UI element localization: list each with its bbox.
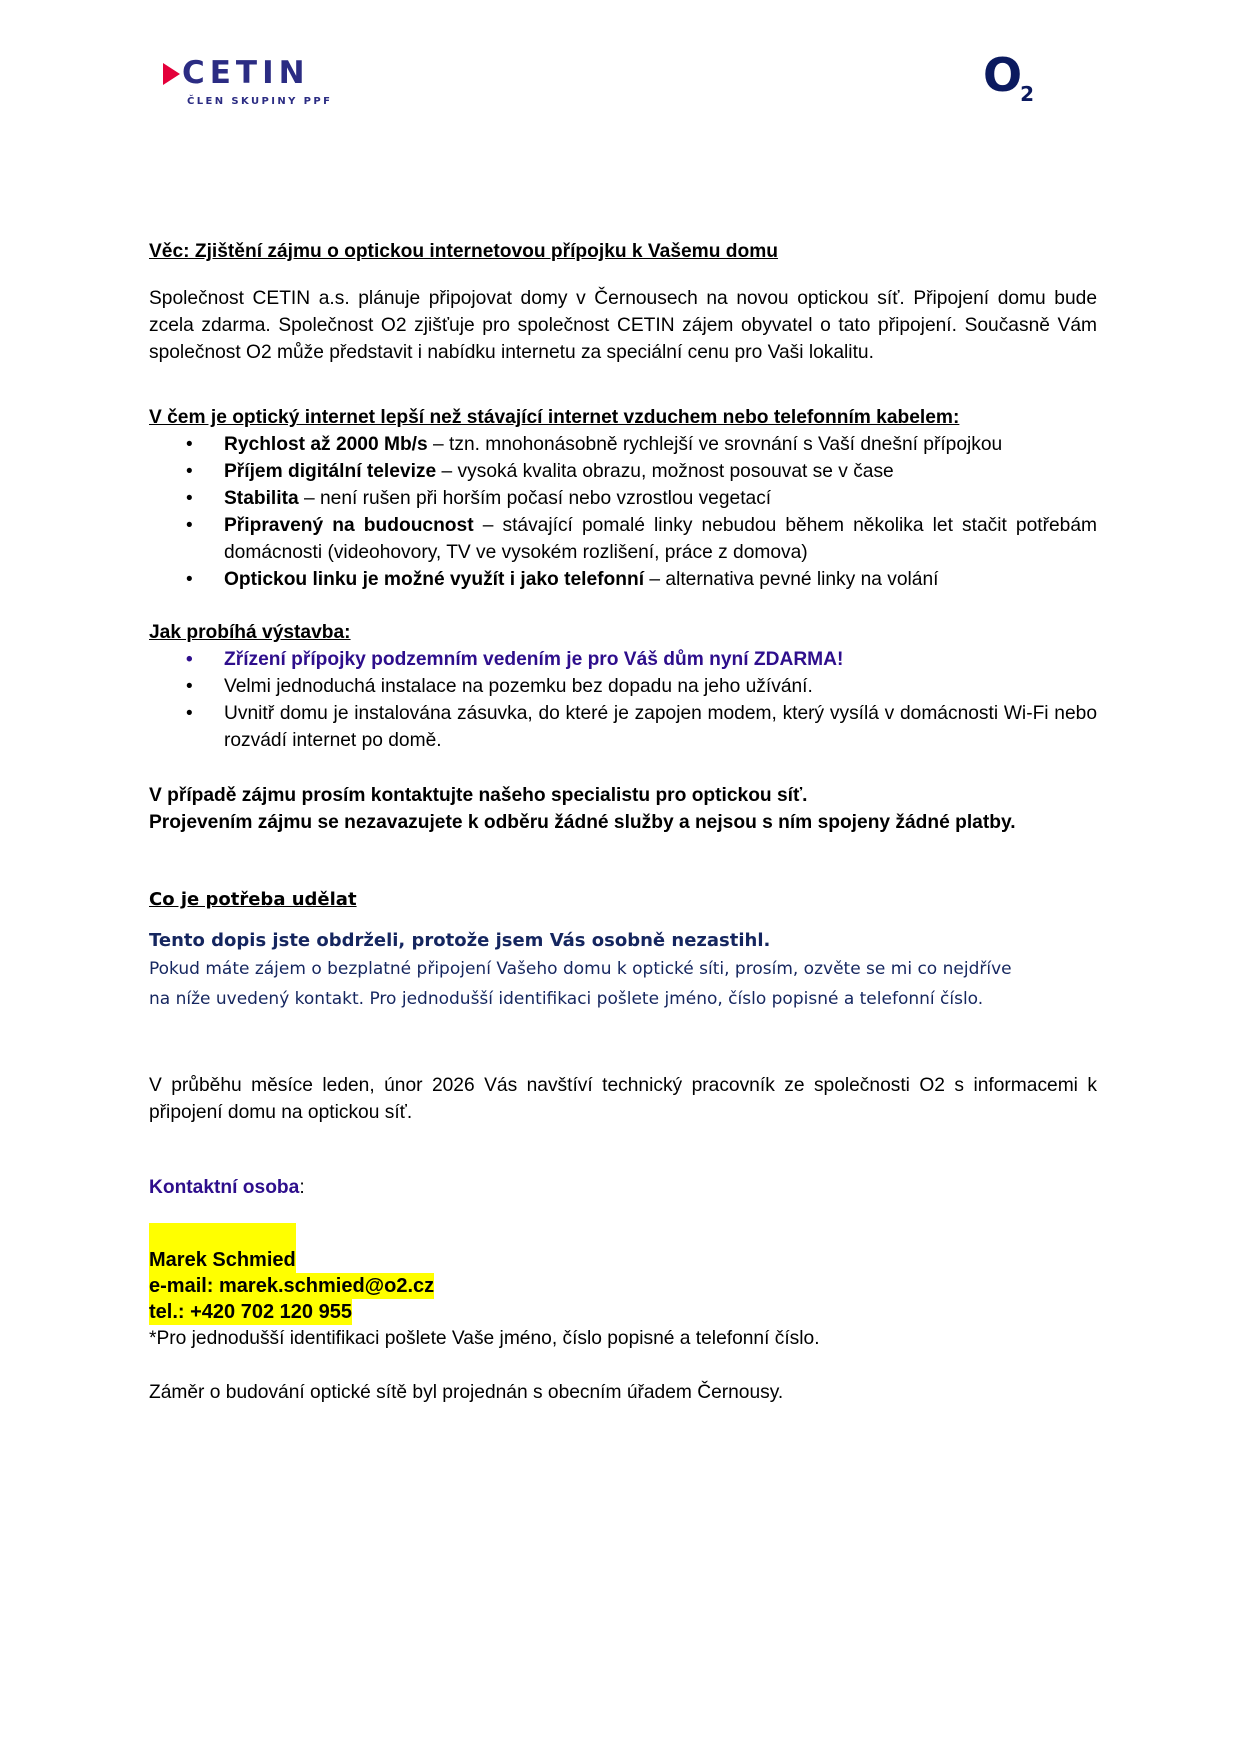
contact-phone[interactable]: tel.: +420 702 120 955 <box>149 1301 352 1323</box>
visit-note: V průběhu měsíce leden, únor 2026 Vás navštíví technický pracovník ze společnosti O2 s informacemi k připojení domu na optickou síť. <box>149 1075 1097 1123</box>
intro-paragraph: Společnost CETIN a.s. plánuje připojovat domy v Černousech na novou optickou síť. Připojení domu bude zcela zdarma. Společnost O2 zjišťuje pro společnost CETIN zájem obyvatel o tato připojení. Současně Vám společnost O2 může představit i nabídku internetu za speciální cenu pro Vaši lokalitu. <box>149 288 1097 363</box>
interest-note-line1: V případě zájmu prosím kontaktujte našeho specialistu pro optickou síť. <box>149 785 808 806</box>
o2-logo <box>983 48 1036 106</box>
o2-subscript: 2 <box>1020 82 1035 106</box>
cetin-triangle-icon <box>163 63 180 85</box>
contact-label-row: Kontaktní osoba: <box>149 1177 305 1198</box>
construction-item: • Uvnitř domu je instalována zásuvka, do které je zapojen modem, který vysílá v domácnosti Wi-Fi nebo rozvádí internet po domě. <box>224 700 1097 754</box>
letter-body <box>149 238 1097 1406</box>
todo-bold-line: Tento dopis jste obdrželi, protože jsem Vás osobně nezastihl. <box>149 930 771 951</box>
todo-heading: Co je potřeba udělat <box>149 889 357 910</box>
letter-subject: Věc: Zjištění zájmu o optickou internetovou přípojku k Vašemu domu <box>149 241 779 262</box>
o2-letter: O <box>983 48 1023 102</box>
contact-note: *Pro jednodušší identifikaci pošlete Vaše jméno, číslo popisné a telefonní číslo. <box>149 1328 820 1349</box>
contact-name: Marek Schmied <box>149 1223 296 1273</box>
construction-list <box>149 646 1097 754</box>
todo-body: Pokud máte zájem o bezplatné připojení Vašeho domu k optické síti, prosím, ozvěte se mi co nejdříve na níže uvedený kontakt. Pro jednodušší identifikaci pošlete jméno, číslo popisné a telefonní číslo. <box>149 959 1012 1009</box>
benefit-item: • Optickou linku je možné využít i jako telefonní – alternativa pevné linky na volání <box>224 566 1097 593</box>
cetin-tagline: ČLEN SKUPINY PPF <box>187 96 333 107</box>
benefits-list <box>149 431 1097 593</box>
benefit-item: • Rychlost až 2000 Mb/s – tzn. mnohonásobně rychlejší ve srovnání s Vaší dnešní přípojkou <box>224 431 1097 458</box>
contact-block <box>149 1223 1097 1325</box>
interest-note-line2: Projevením zájmu se nezavazujete k odběru žádné služby a nejsou s ním spojeny žádné platby. <box>149 812 1016 833</box>
benefits-heading: V čem je optický internet lepší než stávající internet vzduchem nebo telefonním kabelem: <box>149 407 960 428</box>
benefit-item: • Příjem digitální televize – vysoká kvalita obrazu, možnost posouvat se v čase <box>224 458 1097 485</box>
contact-label: Kontaktní osoba <box>149 1177 300 1198</box>
construction-item-free: • Zřízení přípojky podzemním vedením je pro Váš dům nyní ZDARMA! <box>224 646 1097 673</box>
construction-heading: Jak probíhá výstavba: <box>149 622 351 643</box>
benefit-item: • Připravený na budoucnost – stávající pomalé linky nebudou během několika let stačit potřebám domácnosti (videohovory, TV ve vysokém rozlišení, práce z domova) <box>224 512 1097 566</box>
cetin-logo <box>163 55 333 107</box>
contact-email[interactable]: e-mail: marek.schmied@o2.cz <box>149 1275 435 1297</box>
closing-note: Záměr o budování optické sítě byl projednán s obecním úřadem Černousy. <box>149 1382 784 1403</box>
benefit-item: • Stabilita – není rušen při horším počasí nebo vzrostlou vegetací <box>224 485 1097 512</box>
construction-item: • Velmi jednoduchá instalace na pozemku bez dopadu na jeho užívání. <box>224 673 1097 700</box>
cetin-wordmark: CETIN <box>182 55 310 91</box>
